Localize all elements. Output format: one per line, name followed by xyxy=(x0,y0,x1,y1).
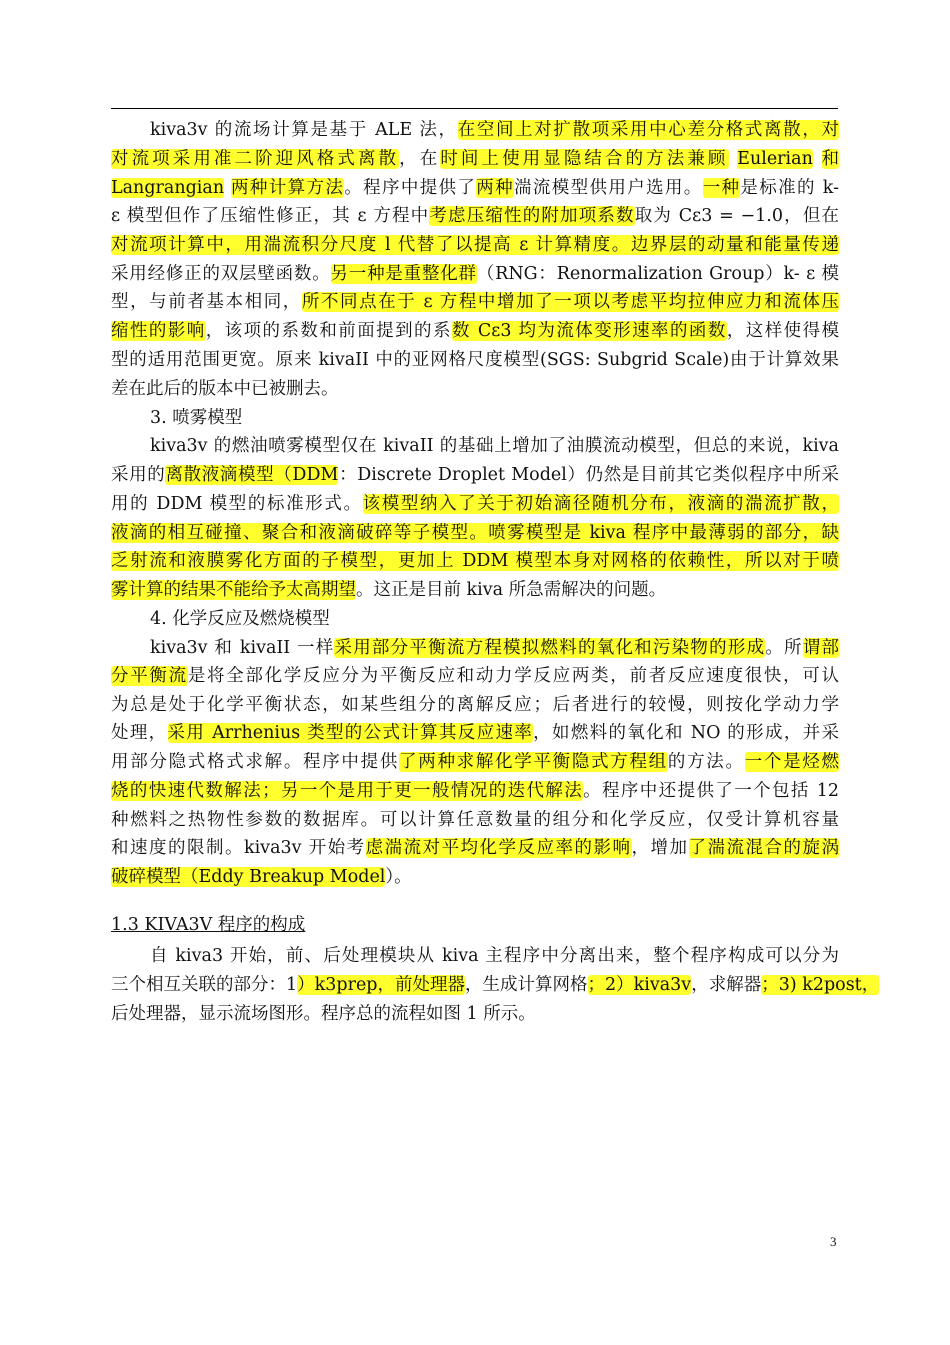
highlighted-text: 采用部分平衡流方程模拟燃料的氧化和污染物的形成 xyxy=(334,638,766,658)
text-line xyxy=(111,748,839,776)
highlighted-text: 破碎模型（Eddy Breakup Model xyxy=(111,867,386,887)
highlighted-text: 两种 xyxy=(476,178,515,198)
text-span: ，增加 xyxy=(631,838,689,858)
text-span: 4. 化学反应及燃烧模型 xyxy=(150,609,330,629)
text-span: 。程序中提供了 xyxy=(344,178,477,198)
text-span: kiva3v 的流场计算是基于 ALE 法， xyxy=(150,120,458,140)
text-line xyxy=(111,719,839,747)
text-span: 和速度的限制。kiva3v 开始考 xyxy=(111,838,366,858)
text-span: 三个相互关联的部分：1 xyxy=(111,975,298,995)
text-span: （RNG：Renormalization Group）k- ε 模 xyxy=(476,264,840,284)
text-span xyxy=(224,178,231,198)
text-span: kiva3v 和 kivaII 一样 xyxy=(150,638,335,658)
text-span: 后处理器，显示流场图形。程序总的流程如图 1 所示。 xyxy=(111,1004,536,1024)
text-line xyxy=(111,317,839,345)
highlighted-text: 和 xyxy=(821,149,839,169)
highlighted-text: 乏射流和液膜雾化方面的子模型，更加上 DDM 模型本身对网格的依赖性，所以对于喷 xyxy=(111,551,839,571)
text-line xyxy=(111,576,839,604)
highlighted-text: 在空间上对扩散项采用中心差分格式离散，对 xyxy=(457,120,839,140)
text-line xyxy=(111,174,839,202)
highlighted-text: 一个是烃燃 xyxy=(744,752,840,772)
highlighted-text: 谓部 xyxy=(802,638,840,658)
text-line xyxy=(111,260,839,288)
text-line xyxy=(111,231,839,259)
text-line xyxy=(111,1000,839,1028)
highlighted-text: 雾计算的结果不能给予太高期望 xyxy=(111,580,356,600)
text-span: 处理， xyxy=(111,723,168,743)
text-line xyxy=(150,605,839,633)
text-line xyxy=(150,116,839,144)
text-span: ，求解器 xyxy=(691,975,762,995)
highlighted-text: 了湍流混合的旋涡 xyxy=(688,838,840,858)
text-span xyxy=(813,149,822,169)
page-number: 3 xyxy=(830,1234,837,1249)
text-span: 为总是处于化学平衡状态，如某些组分的离解反应；后者进行的较慢，则按化学动力学 xyxy=(111,695,839,715)
text-span: 自 kiva3 开始，前、后处理模块从 kiva 主程序中分离出来，整个程序构成可以分为 xyxy=(150,946,839,966)
highlighted-text: 缩性的影响 xyxy=(111,321,206,341)
text-line xyxy=(111,662,839,690)
highlighted-text: 离散液滴模型（DDM xyxy=(165,465,339,485)
text-span: ，生成计算网格 xyxy=(465,975,588,995)
text-line xyxy=(111,834,839,862)
text-span: 3. 喷雾模型 xyxy=(150,408,243,428)
highlighted-text: 该模型纳入了关于初始滴径随机分布，液滴的湍流扩散， xyxy=(362,494,840,514)
text-span: 采用的 xyxy=(111,465,166,485)
highlighted-text: ）k3prep，前处理器 xyxy=(297,975,466,995)
text-line xyxy=(111,490,839,518)
highlighted-text: 对流项采用准二阶迎风格式离散 xyxy=(111,149,400,169)
text-span: 的方法。 xyxy=(667,752,745,772)
text-line xyxy=(150,432,839,460)
highlighted-text: ；3) k2post， xyxy=(761,975,880,995)
text-span: 差在此后的版本中已被删去。 xyxy=(111,379,339,399)
text-line xyxy=(111,547,839,575)
text-line xyxy=(111,691,839,719)
text-span: ，如燃料的氧化和 NO 的形成，并采 xyxy=(533,723,839,743)
highlighted-text: 对流项计算中，用湍流积分尺度 l 代替了以提高 ε 计算精度。边界层的动量和能量传递 xyxy=(111,235,839,255)
highlighted-text: 液滴的相互碰撞、聚合和液滴破碎等子模型。喷雾模型是 kiva 程序中最薄弱的部分，缺 xyxy=(111,523,839,543)
highlighted-text: 一种 xyxy=(702,178,741,198)
text-line xyxy=(111,288,839,316)
text-line xyxy=(150,404,839,432)
highlighted-text: 时间上使用显隐结合的方法兼顾 xyxy=(440,149,729,169)
highlighted-text: 所不同点在于 ε 方程中增加了一项以考虑平均拉伸应力和流体压 xyxy=(301,292,839,312)
text-span: ε 模型但作了压缩性修正，其 ε 方程中 xyxy=(111,206,430,226)
text-span: kiva3v 的燃油喷雾模型仅在 kivaII 的基础上增加了油膜流动模型，但总的来说，kiva xyxy=(150,436,839,456)
highlighted-text: 虑湍流对平均化学反应率的影响 xyxy=(365,838,632,858)
text-span: ，该项的系数和前面提到的系 xyxy=(205,321,452,341)
text-span: 是将全部化学反应分为平衡反应和动力学反应两类，前者反应速度很快，可认 xyxy=(187,666,839,686)
highlighted-text: 数 Cε3 均为流体变形速率的函数 xyxy=(451,321,727,341)
text-line xyxy=(150,942,839,970)
section-heading: 1.3 KIVA3V 程序的构成 xyxy=(111,915,306,935)
text-line xyxy=(111,461,839,489)
text-span: 采用经修正的双层壁函数。 xyxy=(111,264,331,284)
text-span: 取为 Cε3 = −1.0，但在 xyxy=(634,206,840,226)
text-line xyxy=(111,806,839,834)
highlighted-text: 另一种是重整化群 xyxy=(330,264,477,284)
text-span: ，这样使得模 xyxy=(726,321,840,341)
text-line xyxy=(150,634,839,662)
text-span: 。所 xyxy=(765,638,803,658)
text-span: 型，与前者基本相同， xyxy=(111,292,302,312)
text-line xyxy=(111,863,839,891)
highlighted-text: 采用 Arrhenius 类型的公式计算其反应速率 xyxy=(167,723,534,743)
text-span: 种燃料之热物性参数的数据库。可以计算任意数量的组分和化学反应，仅受计算机容量 xyxy=(111,810,839,830)
text-span: ）。 xyxy=(385,867,412,887)
text-line xyxy=(111,519,839,547)
text-span: ：Discrete Droplet Model）仍然是目前其它类似程序中所采 xyxy=(338,465,839,485)
text-line xyxy=(111,375,839,403)
highlighted-text: 了两种求解化学平衡隐式方程组 xyxy=(399,752,668,772)
highlighted-text: Eulerian xyxy=(737,149,813,169)
text-line xyxy=(111,346,839,374)
highlighted-text: 考虑压缩性的附加项系数 xyxy=(429,206,635,226)
highlighted-text: 烧的快速代数解法；另一个是用于更一般情况的迭代解法 xyxy=(111,781,584,801)
highlighted-text: 两种计算方法 xyxy=(231,178,345,198)
text-span xyxy=(729,149,738,169)
text-line xyxy=(111,145,839,173)
text-span: 用的 DDM 模型的标准形式。 xyxy=(111,494,363,514)
text-line xyxy=(111,202,839,230)
text-line xyxy=(111,777,839,805)
text-span: 用部分隐式格式求解。程序中提供 xyxy=(111,752,400,772)
highlighted-text: 分平衡流 xyxy=(111,666,188,686)
text-line xyxy=(111,971,880,999)
text-span: ，在 xyxy=(399,149,441,169)
text-span: 。程序中还提供了一个包括 12 xyxy=(583,781,839,801)
text-span: 湍流模型供用户选用。 xyxy=(514,178,703,198)
text-span: 。这正是目前 kiva 所急需解决的问题。 xyxy=(356,580,667,600)
text-span: 型的适用范围更宽。原来 kivaII 中的亚网格尺度模型(SGS: Subgrid Scale)由于计算效果 xyxy=(111,350,839,370)
text-span: 是标准的 k- xyxy=(740,178,840,198)
highlighted-text: Langrangian xyxy=(111,178,225,198)
highlighted-text: ；2）kiva3v xyxy=(587,975,692,995)
header-rule xyxy=(111,108,838,109)
